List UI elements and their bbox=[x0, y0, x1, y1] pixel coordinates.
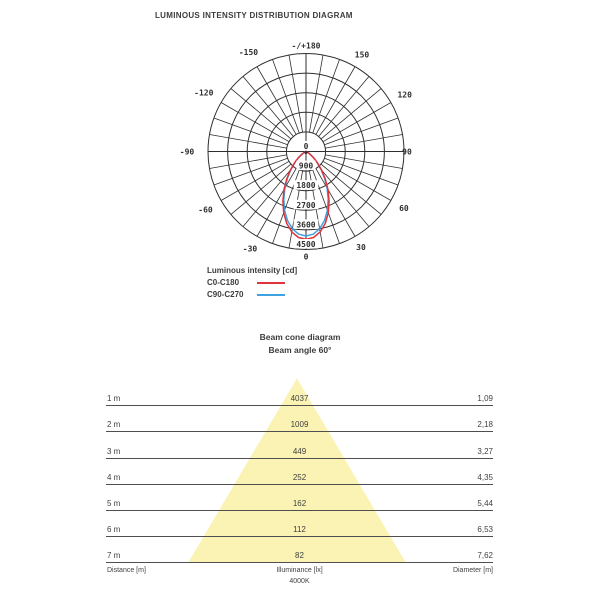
angle-tick-label: 30 bbox=[356, 242, 366, 252]
radial-tick-label: 0 bbox=[303, 142, 309, 151]
beam-distance: 7 m bbox=[107, 551, 121, 561]
legend-title: Luminous intensity [cd] bbox=[207, 266, 298, 275]
radial-tick-label: 4500 bbox=[296, 240, 316, 249]
beam-distance: 1 m bbox=[107, 394, 121, 404]
angle-tick-label: -30 bbox=[242, 244, 258, 254]
beam-distance: 4 m bbox=[107, 472, 121, 482]
legend-label: C0-C180 bbox=[207, 278, 240, 287]
beam-distance: 2 m bbox=[107, 420, 121, 430]
beam-illuminance: 1009 bbox=[290, 420, 309, 430]
beam-distance: 3 m bbox=[107, 446, 121, 456]
beam-diameter: 5,44 bbox=[477, 498, 493, 508]
diameter-column-label: Diameter [m] bbox=[452, 567, 493, 574]
angle-tick-label: -/+180 bbox=[291, 41, 321, 51]
angle-tick-label: 90 bbox=[402, 147, 412, 157]
beam-diameter: 4,35 bbox=[477, 472, 493, 482]
beam-row bbox=[106, 497, 493, 511]
beam-diameter: 2,18 bbox=[477, 420, 493, 430]
angle-tick-label: -60 bbox=[198, 205, 213, 215]
beam-angle-subtitle: Beam angle 60° bbox=[268, 345, 332, 355]
color-temperature-label: 4000K bbox=[289, 578, 310, 585]
beam-diameter: 6,53 bbox=[477, 525, 493, 534]
radial-tick-label: 900 bbox=[298, 161, 314, 171]
beam-diameter: 3,27 bbox=[477, 446, 493, 456]
angle-tick-label: 120 bbox=[397, 90, 412, 100]
radial-tick-label: 2700 bbox=[296, 200, 316, 210]
beam-illuminance: 4037 bbox=[290, 394, 309, 404]
radial-tick-label: 3600 bbox=[296, 220, 316, 230]
page-title: LUMINOUS INTENSITY DISTRIBUTION DIAGRAM bbox=[155, 11, 353, 20]
beam-illuminance: 162 bbox=[292, 498, 307, 508]
angle-tick-label: 0 bbox=[303, 252, 309, 262]
angle-tick-label: 60 bbox=[399, 204, 409, 213]
beam-distance: 6 m bbox=[107, 525, 121, 534]
beam-diameter: 7,62 bbox=[477, 551, 493, 561]
beam-row bbox=[106, 471, 493, 485]
radial-tick-label: 1800 bbox=[296, 181, 316, 191]
illuminance-column-label: Illuminance [lx] bbox=[276, 567, 323, 574]
beam-diameter: 1,09 bbox=[477, 394, 493, 404]
legend-label: C90-C270 bbox=[207, 290, 244, 299]
angle-tick-label: -90 bbox=[179, 147, 195, 157]
angle-tick-label: -150 bbox=[238, 47, 259, 57]
beam-cone-title: Beam cone diagram bbox=[259, 332, 341, 342]
distance-column-label: Distance [m] bbox=[107, 567, 146, 574]
beam-illuminance: 449 bbox=[292, 446, 307, 456]
beam-row bbox=[106, 523, 493, 537]
beam-illuminance: 82 bbox=[295, 551, 304, 561]
beam-row bbox=[106, 445, 493, 459]
beam-row bbox=[106, 392, 493, 406]
beam-row bbox=[106, 418, 493, 432]
beam-row bbox=[106, 549, 493, 563]
beam-illuminance: 252 bbox=[292, 472, 307, 482]
angle-tick-label: -120 bbox=[194, 88, 214, 98]
beam-distance: 5 m bbox=[107, 498, 121, 508]
angle-tick-label: 150 bbox=[354, 50, 370, 60]
beam-illuminance: 112 bbox=[293, 525, 306, 534]
